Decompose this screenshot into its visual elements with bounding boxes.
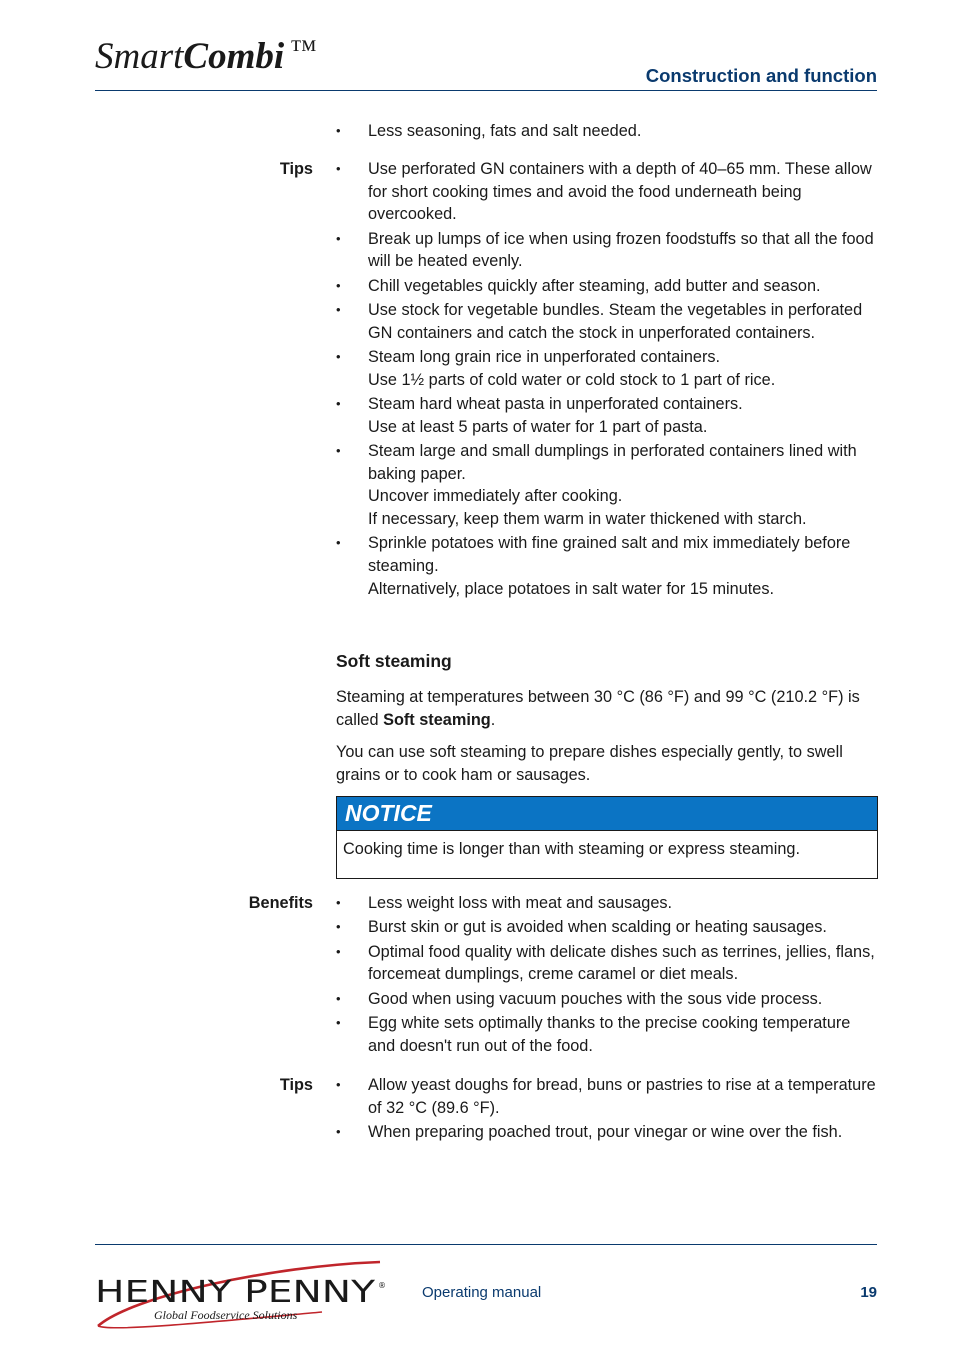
bullet-icon: •: [336, 161, 341, 176]
benefits-label: Benefits: [248, 894, 313, 912]
footer-divider: [95, 1244, 877, 1245]
bullet-icon: •: [336, 1077, 341, 1092]
bullet-icon: •: [336, 230, 341, 246]
brand-trademark: ™: [290, 34, 317, 64]
list-item: • When preparing poached trout, pour vinegar or wine over the fish.: [336, 1121, 881, 1144]
list-item: • Sprinkle potatoes with fine grained salt and mix immediately before steaming. Alternatively, place potatoes in salt water for 15 minutes.: [336, 534, 851, 598]
intro-bullet-list: [336, 120, 881, 144]
list-item: • Steam hard wheat pasta in unperforated containers. Use at least 5 parts of water for 1 part of pasta.: [336, 395, 743, 436]
list-item: • Use stock for vegetable bundles. Steam the vegetables in perforated GN containers and catch the stock in unperforated containers.: [336, 301, 863, 342]
tips-bullet-list: [336, 158, 881, 602]
list-item: • Good when using vacuum pouches with the sous vide process.: [336, 988, 881, 1011]
bullet-icon: •: [336, 349, 341, 364]
bullet-icon: •: [336, 919, 341, 935]
section-title: Construction and function: [645, 65, 877, 86]
list-item: • Chill vegetables quickly after steaming, add butter and season.: [336, 275, 881, 298]
brand-combi: Combi: [183, 36, 285, 77]
list-item: • Optimal food quality with delicate dishes such as terrines, jellies, flans, forcemeat dumplings, creme caramel or diet meals.: [336, 942, 875, 984]
list-item: • Break up lumps of ice when using frozen foodstuffs so that all the food will be heated evenly.: [336, 229, 874, 271]
notice-text: Cooking time is longer than with steaming or express steaming.: [343, 840, 800, 858]
notice-header: [337, 797, 877, 831]
paragraph: You can use soft steaming to prepare dishes especially gently, to swell grains or to cook ham or sausages.: [336, 743, 843, 784]
henny-penny-logo: [92, 1256, 392, 1334]
bullet-icon: •: [336, 443, 341, 458]
section-heading: Soft steaming: [336, 651, 452, 671]
bullet-icon: •: [336, 990, 341, 1006]
bullet-icon: •: [336, 123, 341, 138]
header-divider: [95, 90, 877, 91]
notice-box: [336, 796, 878, 879]
bullet-icon: •: [336, 277, 341, 293]
list-item: • Egg white sets optimally thanks to the precise cooking temperature and doesn't run out of the food.: [336, 1013, 851, 1055]
logo-registered: ®: [378, 1281, 386, 1290]
list-item: • Steam large and small dumplings in perforated containers lined with baking paper. Uncover immediately after cooking. If necessary, keep them warm in water thickened with starch.: [336, 442, 857, 529]
bullet-icon: •: [336, 895, 341, 910]
bold-term: Soft steaming: [383, 710, 491, 729]
notice-title: NOTICE: [345, 800, 432, 826]
list-item: • Steam long grain rice in unperforated containers. Use 1½ parts of cold water or cold stock to 1 part of rice.: [336, 348, 776, 389]
list-item: • Less weight loss with meat and sausages.: [336, 892, 881, 915]
logo-wordmark: HENNY PENNY: [95, 1275, 376, 1310]
tips-label: Tips: [279, 160, 313, 178]
list-item: • Less seasoning, fats and salt needed.: [336, 120, 881, 143]
list-item: • Burst skin or gut is avoided when scalding or heating sausages.: [336, 916, 881, 939]
tips-bullet-list: [336, 1074, 881, 1145]
brand-title: [95, 36, 317, 75]
bullet-icon: •: [336, 1124, 341, 1139]
page-number: 19: [860, 1284, 877, 1301]
bullet-icon: •: [336, 302, 341, 317]
footer-manual-label: Operating manual: [422, 1284, 542, 1301]
bullet-icon: •: [336, 396, 341, 411]
bullet-icon: •: [336, 943, 341, 959]
brand-smart: Smart: [95, 36, 184, 77]
paragraph: Steaming at temperatures between 30 °C (86 °F) and 99 °C (210.2 °F) is called Soft steaming.: [336, 688, 860, 729]
bullet-icon: •: [336, 1014, 341, 1030]
logo-tagline: Global Foodservice Solutions: [154, 1308, 298, 1322]
list-item: • Use perforated GN containers with a depth of 40–65 mm. These allow for short cooking times and avoid the food underneath being overcooked.: [336, 160, 872, 224]
bullet-icon: •: [336, 535, 341, 551]
benefits-bullet-list: [336, 892, 881, 1059]
tips-label: Tips: [279, 1076, 313, 1094]
list-item: • Allow yeast doughs for bread, buns or pastries to rise at a temperature of 32 °C (89.6 °F).: [336, 1076, 876, 1117]
